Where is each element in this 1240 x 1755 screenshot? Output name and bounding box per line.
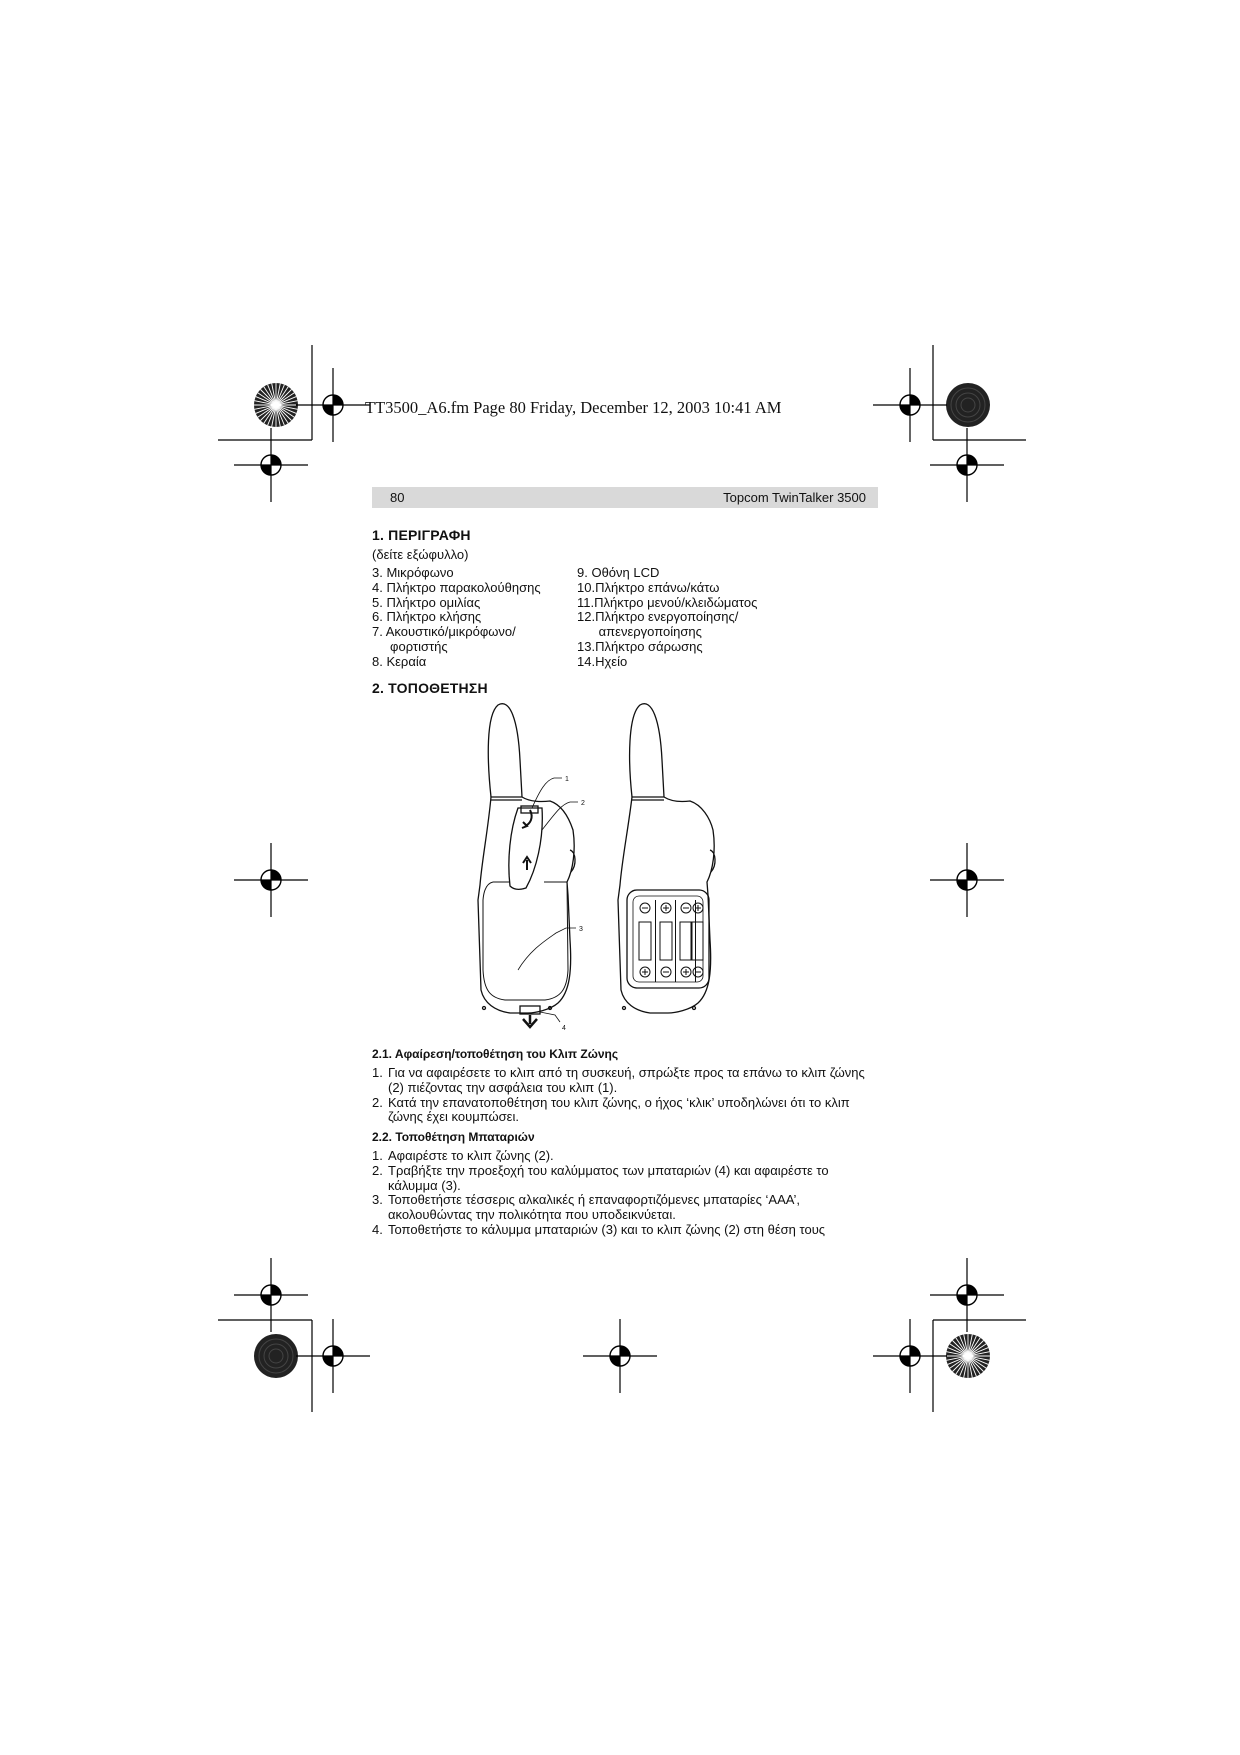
item-number: 1. [372, 1148, 383, 1163]
device-illustration [470, 700, 770, 1040]
item-text: Αφαιρέστε το κλιπ ζώνης (2). [388, 1148, 554, 1163]
list-item [372, 1096, 877, 1126]
antenna-left [488, 704, 522, 797]
list-item: 9. Οθόνη LCD [577, 565, 660, 580]
item-number: 1. [372, 1065, 383, 1080]
parts-list-right [577, 566, 757, 670]
list-item: 12.Πλήκτρο ενεργοποίησης/ [577, 609, 739, 625]
item-text: Κατά την επανατοποθέτηση του κλιπ ζώνης, ο ήχος ‘κλικ’ υποδηλώνει ότι το κλιπ ζώνης έχει κουμπώσει. [388, 1094, 850, 1125]
callout-3: 3 [579, 926, 583, 933]
callout-4: 4 [562, 1025, 566, 1032]
page-number: 80 [390, 490, 405, 505]
section-1-heading: 1. ΠΕΡΙΓΡΑΦΗ [372, 527, 471, 543]
page-header [372, 487, 878, 508]
section-2-2-list [372, 1149, 877, 1238]
section-2-2-heading: 2.2. Τοποθέτηση Μπαταριών [372, 1130, 535, 1144]
list-item: 8. Κεραία [372, 653, 427, 669]
section-1-subtitle: (δείτε εξώφυλλο) [372, 547, 469, 562]
list-item: 11.Πλήκτρο μενού/κλειδώματος [577, 594, 758, 610]
list-item: απενεργοποίησης [577, 624, 702, 640]
belt-clip [509, 808, 542, 889]
item-number: 2. [372, 1162, 383, 1178]
callout-2: 2 [581, 800, 585, 807]
item-text: Τοποθετήστε τέσσερις αλκαλικές ή επαναφορτιζόμενες μπαταρίες ‘AAA’, ακολουθώντας την πολικότητα που υποδεικνύεται. [388, 1192, 800, 1223]
antenna-right [630, 704, 664, 797]
header-title: Topcom TwinTalker 3500 [723, 490, 866, 505]
device-left-body [478, 797, 574, 1013]
list-item: 4. Πλήκτρο παρακολούθησης [372, 579, 541, 595]
list-item: 13.Πλήκτρο σάρωσης [577, 638, 703, 654]
section-2-1-heading: 2.1. Αφαίρεση/τοποθέτηση του Κλιπ Ζώνης [372, 1047, 619, 1061]
list-item: 7. Ακουστικό/μικρόφωνο/ [372, 624, 516, 640]
item-number: 2. [372, 1094, 383, 1110]
section-2-heading: 2. ΤΟΠΟΘΕΤΗΣΗ [372, 680, 488, 696]
list-item: 10.Πλήκτρο επάνω/κάτω [577, 579, 720, 595]
item-text: Τοποθετήστε το κάλυμμα μπαταριών (3) και το κλιπ ζώνης (2) στη θέση τους [388, 1221, 826, 1237]
list-item: 5. Πλήκτρο ομιλίας [372, 594, 481, 610]
item-number: 4. [372, 1221, 383, 1237]
list-item: 6. Πλήκτρο κλήσης [372, 609, 482, 625]
list-item: 14.Ηχείο [577, 653, 628, 669]
list-item: 3. Μικρόφωνο [372, 565, 454, 580]
item-number: 3. [372, 1192, 383, 1208]
section-2-1-list [372, 1066, 877, 1125]
list-item [372, 1223, 877, 1238]
list-item [372, 1164, 877, 1194]
callout-1: 1 [565, 776, 569, 783]
file-slug: TT3500_A6.fm Page 80 Friday, December 12, 2003 10:41 AM [365, 398, 782, 417]
item-text: Τραβήξτε την προεξοχή του καλύμματος των μπαταριών (4) και αφαιρέστε το κάλυμμα (3). [388, 1162, 829, 1193]
list-item [372, 1066, 877, 1096]
parts-list-left [372, 566, 541, 670]
list-item [372, 1193, 877, 1223]
list-item [372, 1149, 877, 1164]
item-text: Για να αφαιρέσετε το κλιπ από τη συσκευή, σπρώξτε προς τα επάνω το κλιπ ζώνης (2) πιέζοντας την ασφάλεια του κλιπ (1). [388, 1065, 865, 1095]
list-item: φορτιστής [372, 638, 448, 654]
